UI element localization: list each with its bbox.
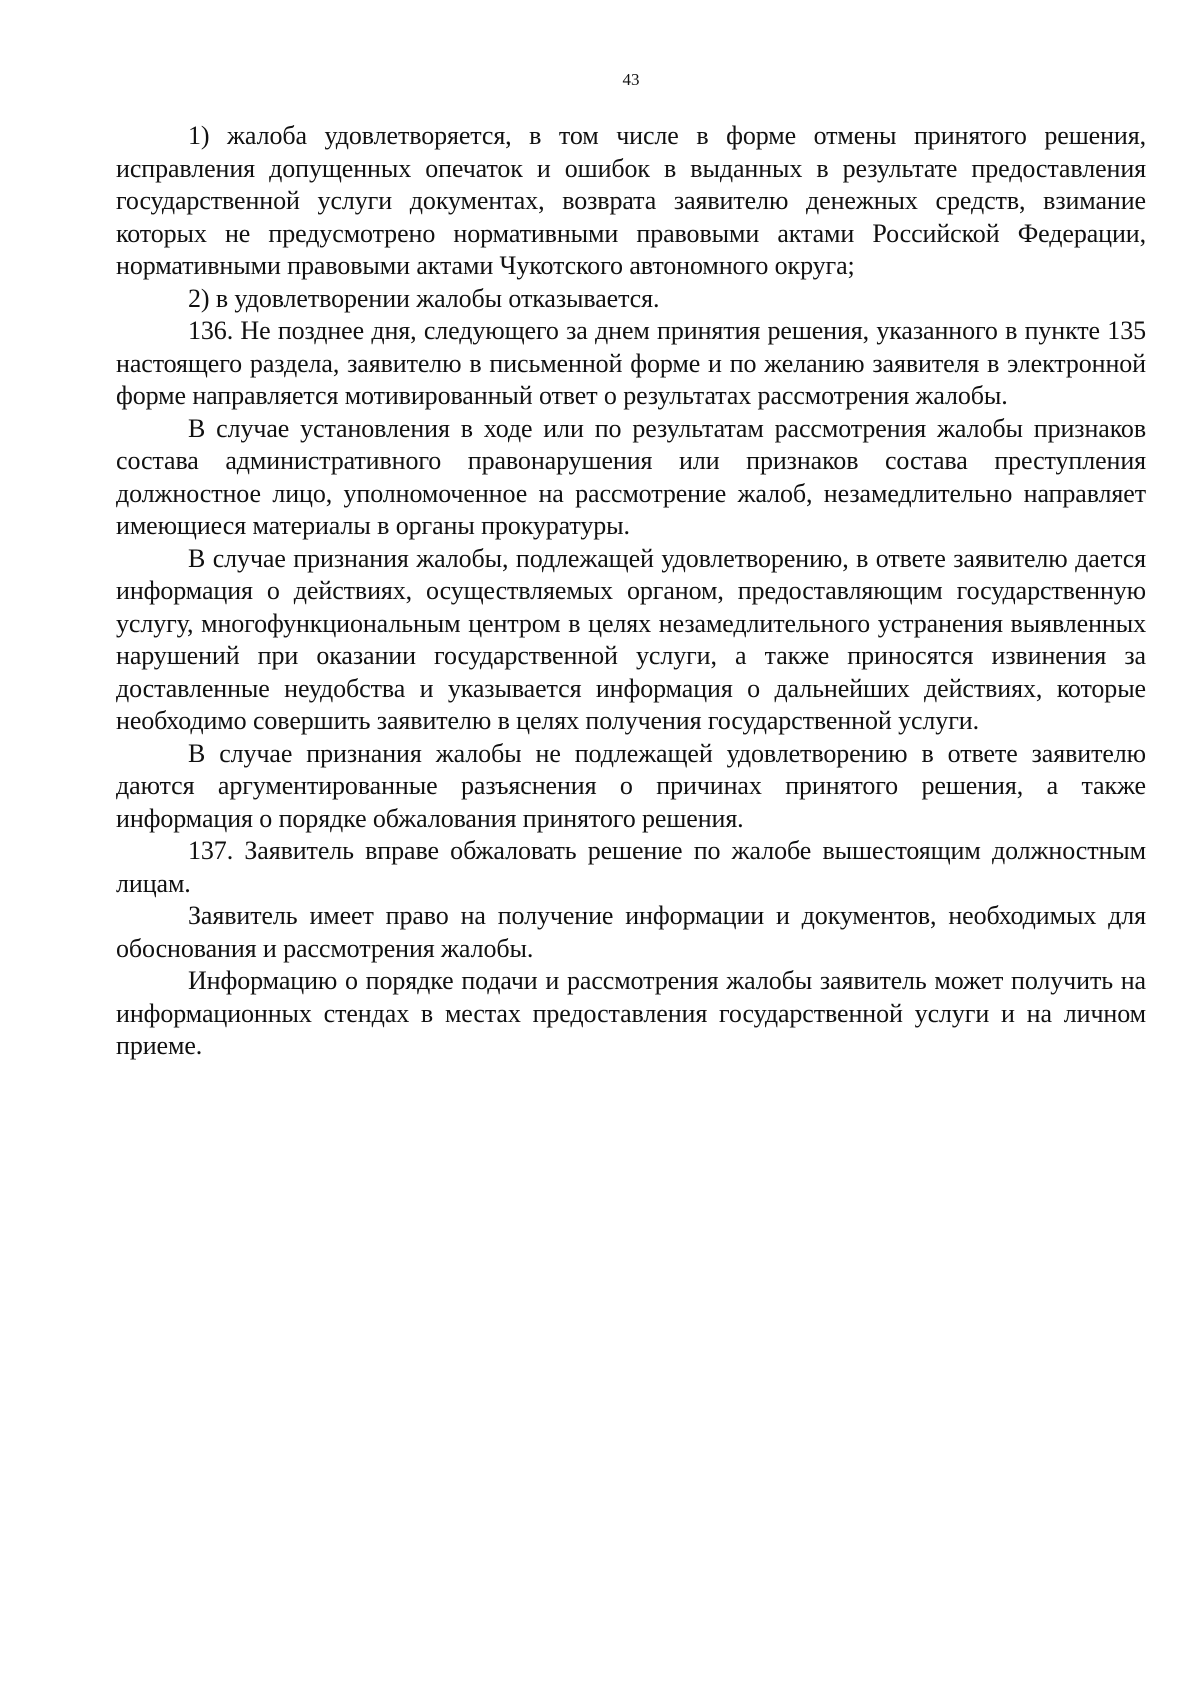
paragraph-right-to-information: Заявитель имеет право на получение информации и документов, необходимых для обоснования и рассмотрения жалобы. xyxy=(116,901,1146,963)
paragraph-complaint-recognized: В случае признания жалобы, подлежащей удовлетворению, в ответе заявителю дается информация о действиях, осуществляемых органом, предоставляющим государственную услугу, многофункциональным центром в целях незамедлительного устранения выявленных нарушений при оказании государственной услуги, а также приносятся извинения за доставленные неудобства и указывается информация о дальнейших действиях, которые необходимо совершить заявителю в целях получения государственной услуги. xyxy=(116,543,1146,735)
paragraph-procedure-information: Информацию о порядке подачи и рассмотрения жалобы заявитель может получить на информационных стендах в местах предоставления государственной услуги и на личном приеме. xyxy=(116,966,1146,1060)
paragraph-complaint-rejected: 2) в удовлетворении жалобы отказывается. xyxy=(188,283,660,313)
paragraph-136: 136. Не позднее дня, следующего за днем принятия решения, указанного в пункте 135 настоящего раздела, заявителю в письменной форме и по желанию заявителя в электронной форме направляется мотивированный ответ о результатах рассмотрения жалобы. xyxy=(116,316,1146,410)
paragraph-137: 137. Заявитель вправе обжаловать решение по жалобе вышестоящим должностным лицам. xyxy=(116,836,1146,898)
paragraph-violation-signs: В случае установления в ходе или по результатам рассмотрения жалобы признаков состава административного правонарушения или признаков состава преступления должностное лицо, уполномоченное на рассмотрение жалоб, незамедлительно направляет имеющиеся материалы в органы прокуратуры. xyxy=(116,413,1146,540)
document-body xyxy=(116,120,1146,1063)
paragraph-complaint-satisfied: 1) жалоба удовлетворяется, в том числе в форме отмены принятого решения, исправления допущенных опечаток и ошибок в выданных в результате предоставления государственной услуги документах, возврата заявителю денежных средств, взимание которых не предусмотрено нормативными правовыми актами Российской Федерации, нормативными правовыми актами Чукотского автономного округа; xyxy=(116,121,1146,280)
paragraph-complaint-not-recognized: В случае признания жалобы не подлежащей удовлетворению в ответе заявителю даются аргументированные разъяснения о причинах принятого решения, а также информация о порядке обжалования принятого решения. xyxy=(116,738,1146,833)
page-number: 43 xyxy=(622,70,640,89)
